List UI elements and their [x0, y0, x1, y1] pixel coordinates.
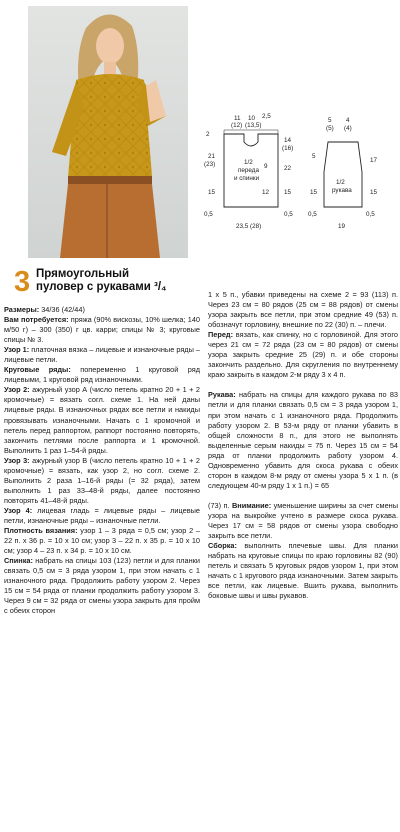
sch1-right-14: 14 — [284, 137, 292, 144]
sch1-top-12: (12) — [231, 122, 243, 129]
sch1-bottom-05b: 0,5 — [284, 211, 293, 218]
round-rows-paragraph: Круговые ряды: попеременно 1 круговой ряд лицевыми, 1 круговой ряд изнаночными. — [4, 365, 201, 385]
assembly-paragraph: Сборка: выполнить плечевые швы. Для планки набрать на круговые спицы по краю горловины 82 (90) петель и связать 5 круговых рядов узором 1, при этом начать с 1 кругового ряда изнаночными. Затем закрыть все петли, как лицевые. Вшить рукава, выполнить боковые швы и швы рукавов. — [208, 541, 398, 601]
materials-paragraph: Вам потребуется: пряжа (90% вискозы, 10% шелка; 140 м/50 г) – 300 (350) г цв. карри; спицы № 3; круговые спицы № 3. — [4, 315, 200, 345]
sch1-left-21: 21 — [208, 153, 216, 160]
sch2-top-5b: (5) — [326, 125, 334, 132]
sch1-right-22: 22 — [284, 165, 292, 172]
sch2-right-17: 17 — [370, 157, 378, 164]
sch1-left-23: (23) — [204, 161, 216, 168]
sch1-right-15: 15 — [284, 189, 292, 196]
front-back-schematic — [200, 112, 300, 242]
sch2-top-4b: (4) — [344, 125, 352, 132]
sch2-bottom-05b: 0,5 — [366, 211, 375, 218]
title-line-1: Прямоугольный — [36, 268, 130, 280]
model-photo — [28, 6, 188, 258]
front-paragraph: Перед: вязать, как спинку, но с горловиной. Для этого через 21 см = 72 ряда (23 см = 80 рядов) от смены узора закрыть средние 25 (29) п. и обе стороны закончить раздельно. Для скругления по внутреннему краю закрыть в каждом 2-м ряду 3 х 4 п. — [208, 330, 398, 380]
back-paragraph: Спинка: набрать на спицы 103 (123) петли и для планки связать 0,5 см = 3 ряда узором 1, при этом начать с 1 изнаночного ряда. Продолжить работу узором 2. Через 15 см = 54 ряда от планки продолжить работу узором 3. Через 9 см = 32 ряда от смены узора закрыть для пройм с обеих сторон — [4, 556, 200, 616]
sch2-left-15: 15 — [310, 189, 318, 196]
sch2-left-5: 5 — [312, 153, 316, 160]
sch2-bottom-05a: 0,5 — [308, 211, 317, 218]
sizes-paragraph: Размеры: 34/36 (42/44) — [4, 305, 85, 314]
pattern-title — [14, 266, 204, 298]
back-continued-paragraph: 1 х 5 п., убавки приведены на схеме 2 = 93 (113) п. Через 23 см = 80 рядов (25 см = 88 рядов) от смены узора закрыть все петли, при этом средние 49 (53) п. обозначут горловину, внешние по 22 (30) п. – плечи. — [208, 290, 398, 330]
sch2-top-4: 4 — [346, 117, 350, 124]
sch2-label-2: рукава — [332, 187, 352, 194]
sch2-bottom-w: 19 — [338, 223, 346, 230]
sch1-label-2: переда — [238, 167, 259, 174]
sleeves-paragraph: Рукава: набрать на спицы для каждого рукава по 83 петли и для планки связать 0,5 см = 3 ряда узором 1, при этом начать с 1 изнаночного ряда. Продолжить работу узором 2. В 53-м ряду от планки убавить в общей сложности 8 п., для этого не выполнять выделенные серым накиды = 75 п. Через 15 см = 54 ряда от планки продолжить работу узором 4. Одновременно убавить для скоса рукава с обеих сторон в каждом 8-м ряду от смены узора 5 х 1 п. (в следующем 40-м ряду 1 х 1 п.) = 65 — [208, 390, 398, 490]
sch1-bottom-w: 23,5 (28) — [236, 223, 262, 230]
sch1-bottom-05a: 0,5 — [204, 211, 213, 218]
sleeve-schematic — [306, 112, 398, 242]
attention-paragraph: (73) п. Внимание: уменьшение ширины за счет смены узора на выкройке учтено в размере скоса рукава. Через 17 см = 58 рядов от смены узора свободно закрыть все петли. — [208, 500, 398, 541]
sch1-inner-9: 9 — [264, 163, 268, 170]
gauge-paragraph: Плотность вязания: узор 1 – 3 ряда = 0,5 см; узор 2 – 22 п. х 36 р. = 10 х 10 см; узор 3 – 22 п. х 35 р. = 10 х 10 см; узор 4 – 23 п. х 34 р. = 10 х 10 см. — [4, 526, 200, 556]
sch1-right-16: (16) — [282, 145, 294, 152]
pattern-number: 3 — [14, 266, 31, 298]
title-line-2: пуловер с рукавами ³/₄ — [36, 281, 167, 293]
sch1-top-10: 10 — [248, 115, 256, 122]
sch2-label-1: 1/2 — [336, 179, 345, 186]
sch2-top-5: 5 — [328, 117, 332, 124]
left-column — [4, 305, 200, 616]
sch1-top-11: 11 — [234, 115, 241, 122]
sch2-right-15: 15 — [370, 189, 378, 196]
sch1-left-2: 2 — [206, 131, 210, 138]
sch1-label-3: и спинки — [234, 175, 260, 182]
sch1-label-1: 1/2 — [244, 159, 253, 166]
sch1-left-15: 15 — [208, 189, 216, 196]
right-column — [208, 290, 398, 601]
sch1-top-25: 2,5 — [262, 113, 271, 120]
pattern4-paragraph: Узор 4: лицевая гладь = лицевые ряды – лицевые петли, изнаночные ряды – изнаночные петли. — [4, 505, 200, 525]
pattern1-paragraph: Узор 1: платочная вязка – лицевые и изнаночные ряды – лицевые петли. — [4, 345, 200, 365]
pattern2-paragraph: Узор 2: ажурный узор А (число петель кратно 20 + 1 + 2 кромочные) = вязать согл. схеме 1. На ней даны лицевые ряды. В изнаночных рядах все петли и накиды провязывать изнаночными. Начать с 1 кромочной и петель перед раппортом, раппорт постоянно повторять, закончить петлями после раппорта и 1 кромочной. Выполнить 1 раз 1–54-й ряды. — [4, 385, 200, 455]
pattern3-paragraph: Узор 3: ажурный узор В (число петель кратно 10 + 1 + 2 кромочные) = вязать, как узор 2, но согл. схеме 2. Выполнить 2 раза 1–16-й ряды (= 32 ряда), затем выполнить 1 раз 33–48-й ряды, далее постоянно повторять 41–48-й ряды. — [4, 455, 200, 505]
sch1-top-135: (13,5) — [245, 122, 262, 129]
sch1-inner-12: 12 — [262, 189, 270, 196]
